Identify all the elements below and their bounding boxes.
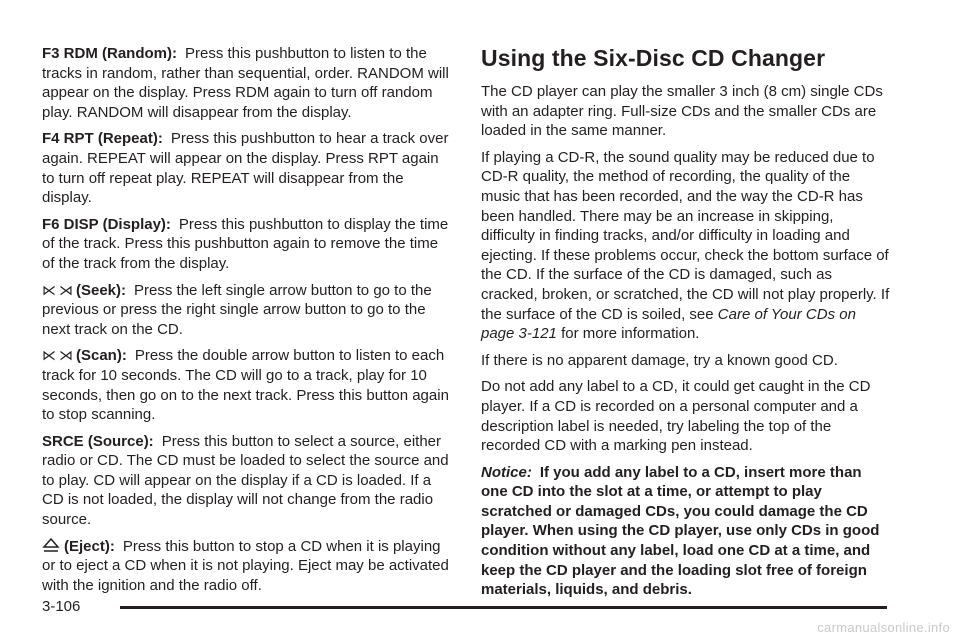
eject-paragraph [42,537,452,596]
section-heading: Using the Six-Disc CD Changer [481,45,826,71]
seek-term: (Seek): [76,281,127,299]
seek-forward-icon: ⋊ [59,281,73,298]
scan-forward-icon: ⋊ [59,347,73,364]
rdm-paragraph [42,44,452,122]
notice-label: Notice: [481,463,532,481]
footer-rule [120,606,887,609]
paragraph-label: Do not add any label to a CD, it could get caught in the CD player. If a CD is recorded on a personal computer and a description label is needed, try labeling the top of the recorded CD with a marking pen instead. [481,378,871,455]
scan-back-icon: ⋉ [42,347,56,364]
notice-paragraph [481,463,891,600]
disp-paragraph [42,215,452,274]
rpt-text: Press this pushbutton to hear a track over again. REPEAT will appear on the display. Press RPT again to turn off repeat play. REPEAT will disappear from the display. [42,130,449,207]
page-number: 3-106 [42,598,81,615]
scan-text: Press the double arrow button to listen to each track for 10 seconds. The CD will go to a track, play for 10 seconds, then go on to the next track. Press this button again to stop scanning. [42,347,449,424]
paragraph-known-good: If there is no apparent damage, try a known good CD. [481,351,838,369]
cdr-text: If playing a CD-R, the sound quality may be reduced due to CD-R quality, the method of recording, the quality of the music that has been recorded, and the way the CD-R has been handled. There may be an increase in skipping, difficulty in finding tracks, and/or difficulty in loading and ejecting. If these problems occur, check the bottom surface of the CD. If the surface of the CD is damaged, such as cracked, broken, or scratched, the CD will not play properly. If the surface of the CD is soiled, see [481,148,890,323]
scan-term: (Scan): [76,347,127,365]
srce-text: Press this button to select a source, either radio or CD. The CD must be loaded to select the source and to play. CD will appear on the display if a CD is loaded. If a CD is not loaded, the display will not change from the radio source. [42,432,449,529]
eject-term: (Eject): [64,537,115,555]
eject-icon [42,537,60,553]
cross-reference: Care of Your CDs on page 3-121 [481,305,856,343]
rdm-text: Press this pushbutton to listen to the tracks in random, rather than sequential, order. RANDOM will appear on the display. Press RDM again to turn off random play. RANDOM will disappear from the display. [42,45,449,121]
left-column [42,44,452,602]
watermark: carmanualsonline.info [817,620,950,635]
rpt-term: F4 RPT (Repeat): [42,130,163,148]
rdm-term: F3 RDM (Random): [42,45,177,62]
paragraph-adapter: The CD player can play the smaller 3 inch (8 cm) single CDs with an adapter ring. Full-size CDs and the smaller CDs are loaded in the same manner. [481,83,883,140]
page-footer [42,597,887,617]
rpt-paragraph [42,129,452,207]
srce-paragraph [42,432,452,530]
paragraph-cdr [481,148,891,344]
right-column [481,44,891,607]
srce-term: SRCE (Source): [42,432,154,450]
disp-term: F6 DISP (Display): [42,215,171,233]
eject-text: Press this button to stop a CD when it is playing or to eject a CD when it is not playing. Eject may be activated with the ignition and the radio off. [42,537,449,594]
notice-text: If you add any label to a CD, insert more than one CD into the slot at a time, or attempt to play scratched or damaged CDs, you could damage the CD player. When using the CD player, use only CDs in good condition without any label, load one CD at a time, and keep the CD player and the loading slot free of foreign materials, liquids, and debris. [481,463,880,599]
seek-back-icon: ⋉ [42,281,56,298]
seek-text: Press the left single arrow button to go to the previous or press the right single arrow button to go to the next track on the CD. [42,281,432,338]
scan-paragraph [42,346,452,424]
seek-paragraph [42,281,452,340]
cdr-tail: for more information. [561,325,700,343]
disp-text: Press this pushbutton to display the time of the track. Press this pushbutton again to remove the time of the track from the display. [42,215,449,272]
